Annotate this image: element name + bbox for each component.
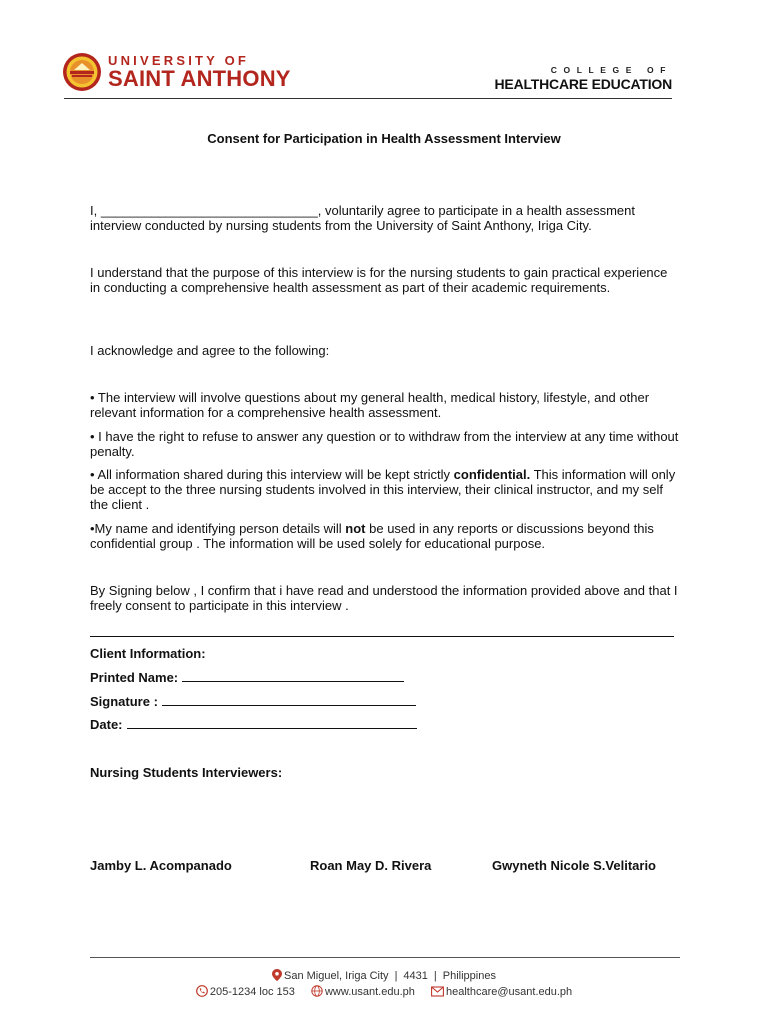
bullet3-text-pre: • All information shared during this interview will be kept strictly (90, 467, 454, 482)
printed-name-field[interactable] (182, 671, 404, 682)
bullet-item-questions: • The interview will involve questions about my general health, medical history, lifestyle, and other relevant information for a comprehensive health assessment. (90, 390, 650, 420)
footer-separator: | (433, 970, 437, 982)
confirmation-paragraph: By Signing below , I confirm that i have read and understood the information provided above and that I freely consent to participate in this interview . (90, 583, 678, 613)
bullet-item-right-to-refuse: • I have the right to refuse to answer any question or to withdraw from the interview at any time without penalty. (90, 429, 679, 459)
footer-address: San Miguel, Iriga City (284, 970, 389, 982)
college-name-top: COLLEGE OF (550, 65, 672, 75)
consent-paragraph-1: I, ______________________________, voluntarily agree to participate in a health assessment interview conducted by nursing students from the University of Saint Anthony, Iriga City. (90, 203, 635, 233)
bullet4-text-post: be used in any reports or discussions beyond this confidential group . The information will be used solely for educational purpose. (90, 521, 654, 551)
footer-email[interactable]: healthcare@usant.edu.ph (446, 986, 573, 998)
bullet4-emphasis: not (345, 521, 366, 536)
bullet3-text-post: This information will only be accept to the three nursing students involved in this interview, their clinical instructor, and my self the client . (90, 467, 676, 512)
university-seal-icon (62, 52, 102, 92)
university-name-top: UNIVERSITY OF (108, 53, 250, 68)
section-divider (90, 636, 674, 637)
footer-address-line (0, 969, 768, 982)
location-pin-icon (272, 969, 282, 981)
signature-field[interactable] (162, 695, 416, 706)
footer-divider (90, 957, 680, 958)
client-info-label: Client Information: (90, 646, 206, 661)
university-logo (62, 52, 291, 92)
interviewer-name: Roan May D. Rivera (310, 858, 432, 873)
globe-icon (311, 985, 323, 997)
date-label: Date: (90, 717, 123, 732)
bullet-item-confidential (90, 467, 680, 512)
email-icon (431, 986, 444, 997)
printed-name-row (90, 670, 404, 685)
purpose-paragraph: I understand that the purpose of this interview is for the nursing students to gain practical experience in conducting a comprehensive health assessment as part of their academic requirements. (90, 265, 668, 295)
footer-phone: 205-1234 loc 153 (209, 986, 295, 998)
footer-contact-line (0, 985, 768, 998)
university-name-bottom: SAINT ANTHONY (108, 66, 291, 91)
phone-icon (196, 985, 208, 997)
bullet3-emphasis: confidential. (453, 467, 531, 482)
college-name (495, 66, 672, 91)
signature-label: Signature : (90, 694, 158, 709)
acknowledge-paragraph: I acknowledge and agree to the following: (90, 343, 330, 358)
interviewer-name: Gwyneth Nicole S.Velitario (492, 858, 656, 873)
header-divider (64, 98, 672, 99)
footer-website[interactable]: www.usant.edu.ph (324, 986, 415, 998)
date-field[interactable] (127, 718, 417, 729)
document-title: Consent for Participation in Health Assessment Interview (207, 131, 561, 146)
interviewers-label: Nursing Students Interviewers: (90, 765, 283, 780)
interviewer-name: Jamby L. Acompanado (90, 858, 232, 873)
footer-separator: | (394, 970, 398, 982)
bullet4-text-pre: •My name and identifying person details will (90, 521, 346, 536)
college-name-bottom: HEALTHCARE EDUCATION (494, 75, 672, 92)
printed-name-label: Printed Name: (90, 670, 179, 685)
signature-row (90, 694, 416, 709)
footer-country: Philippines (442, 970, 496, 982)
footer-zip: 4431 (403, 970, 428, 982)
bullet-item-privacy (90, 521, 680, 551)
date-row (90, 717, 417, 732)
